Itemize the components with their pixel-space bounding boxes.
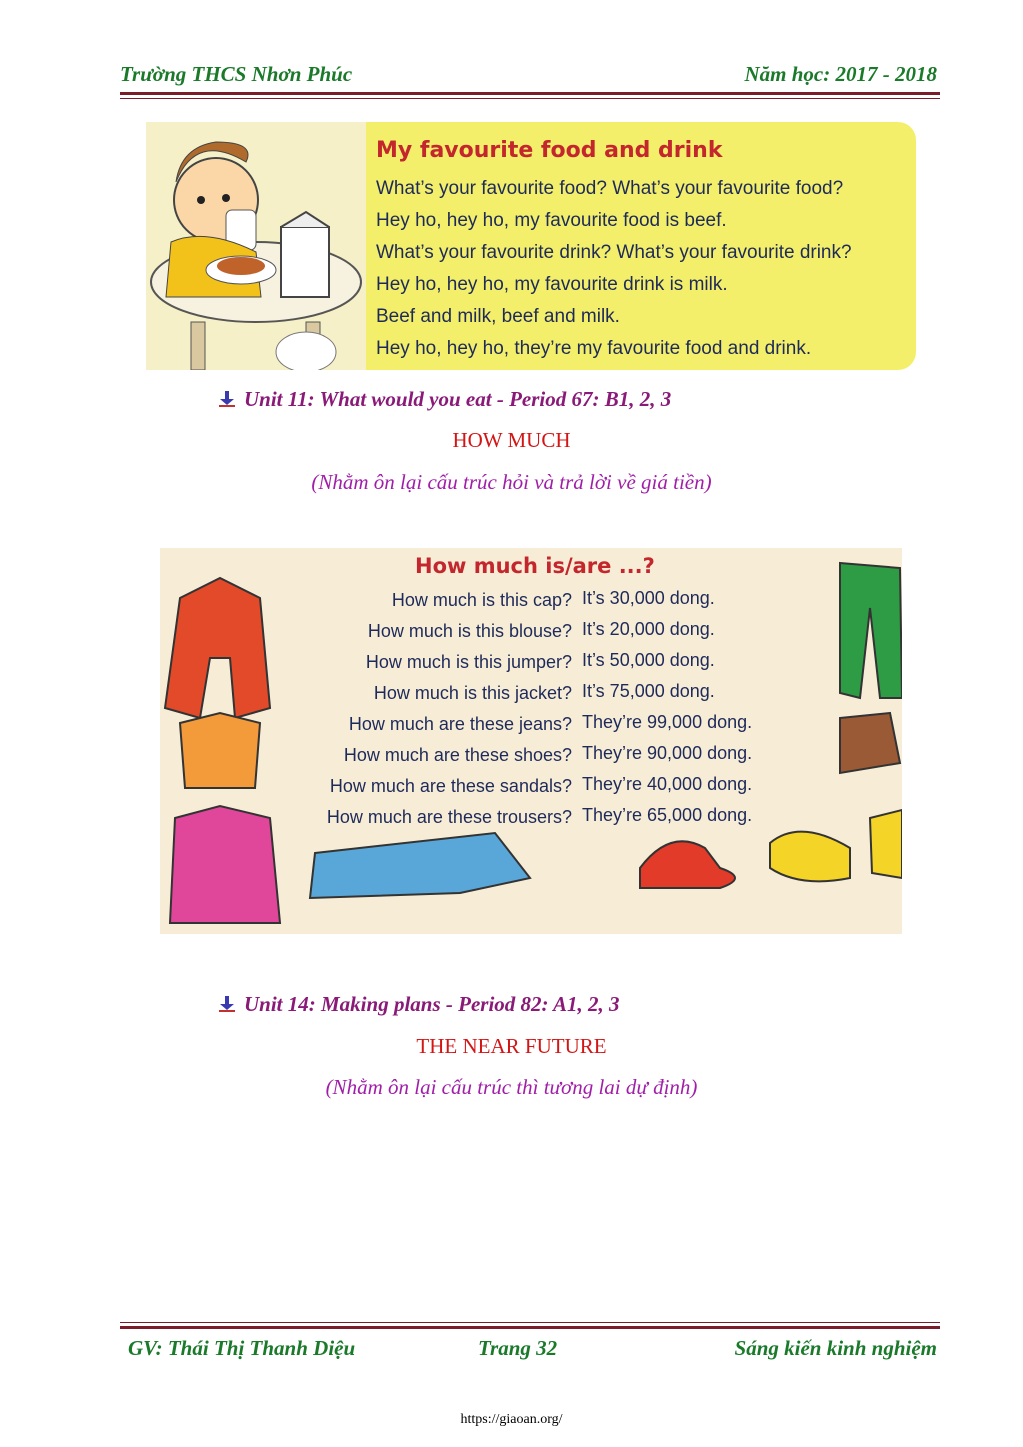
section2-title: THE NEAR FUTURE [416,1034,607,1058]
price-question: How much are these trousers? [326,807,572,827]
down-arrow-bullet-icon [218,390,236,408]
price-question: How much are these jeans? [348,714,572,734]
price-answer: It’s 50,000 dong. [582,650,715,670]
price-question: How much are these sandals? [329,776,572,796]
song-line: What’s your favourite drink? What’s your favourite drink? [376,242,852,263]
unit-14-heading [218,992,620,1017]
down-arrow-bullet-icon [218,995,236,1013]
price-answer: It’s 20,000 dong. [582,619,715,639]
price-answer: They’re 99,000 dong. [582,712,753,732]
footer-rule-thin [120,1322,940,1323]
price-question: How much is this blouse? [367,621,572,641]
price-question: How much is this cap? [391,590,572,610]
header-rule [120,92,940,95]
footer-page: Trang 32 [478,1336,558,1360]
footer-rule [120,1326,940,1329]
price-question: How much are these shoes? [343,745,572,765]
price-question: How much is this jumper? [365,652,572,672]
price-question: How much is this jacket? [373,683,572,703]
header-school: Trường THCS Nhơn Phúc [120,62,353,86]
section2-note: (Nhằm ôn lại cấu trúc thì tương lai dự định) [325,1075,698,1099]
footer-teacher: GV: Thái Thị Thanh Diệu [128,1336,356,1360]
price-answer: They’re 40,000 dong. [582,774,753,794]
source-url[interactable]: https://giaoan.org/ [460,1412,563,1427]
song-line: Hey ho, hey ho, my favourite food is beef. [376,210,727,231]
song-line: Hey ho, hey ho, they’re my favourite food and drink. [376,338,812,359]
song-illustration [146,122,916,370]
song-line: Beef and milk, beef and milk. [376,306,620,327]
song-title: My favourite food and drink [376,138,723,163]
footer-label: Sáng kiến kinh nghiệm [734,1336,937,1360]
prices-title: How much is/are ...? [415,554,655,578]
price-answer: It’s 75,000 dong. [582,681,715,701]
unit-11-heading [218,387,671,412]
song-line: Hey ho, hey ho, my favourite drink is milk. [376,274,728,295]
header-year: Năm học: 2017 - 2018 [744,62,937,86]
unit-11-label: Unit 11: What would you eat - Period 67: B1, 2, 3 [244,387,672,411]
header-rule-thin [120,98,940,99]
price-answer: It’s 30,000 dong. [582,588,715,608]
price-answer: They’re 65,000 dong. [582,805,753,825]
song-line: What’s your favourite food? What’s your favourite food? [376,178,844,199]
boy-eating-illustration [146,122,366,370]
price-answer: They’re 90,000 dong. [582,743,753,763]
section1-title: HOW MUCH [452,428,571,452]
section1-note: (Nhằm ôn lại cấu trúc hỏi và trả lời về giá tiền) [311,470,712,494]
unit-14-label: Unit 14: Making plans - Period 82: A1, 2, 3 [244,992,620,1016]
prices-illustration [160,548,902,934]
